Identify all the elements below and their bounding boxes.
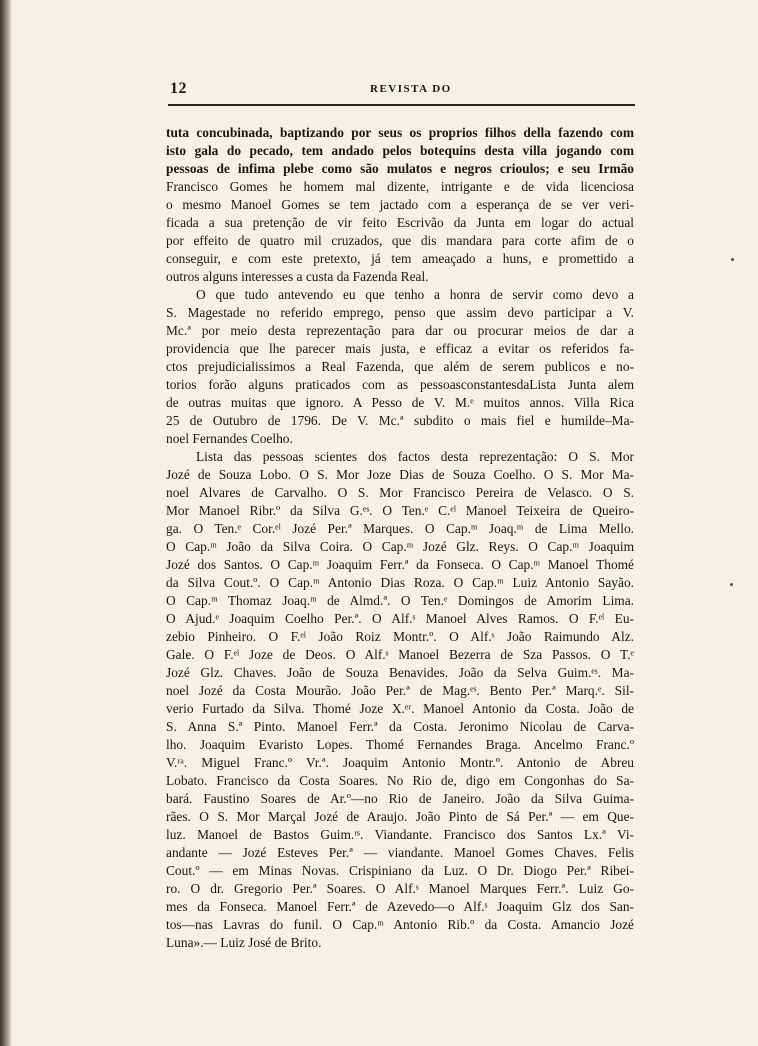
text-line: S. Magestade no referido emprego, penso que assim devo participar a V. [166,305,634,320]
text-line: Gale. O F.ᵉˡ Joze de Deos. O Alf.ˢ Manoel Bezerra de Sza Passos. O T.ᵉ [166,647,634,662]
text-line: providencia que lhe parecer mais justa, e efficaz a evitar os referidos fa- [166,341,634,356]
text-line: o mesmo Manoel Gomes se tem jactado com a esperança de se ver veri- [166,197,634,212]
text-line: 25 de Outubro de 1796. De V. Mc.ª subdito o mais fiel e humilde–Ma- [166,413,634,428]
text-line: de outras muitas que ignoro. A Pesso de V. M.ᵉ muitos annos. Villa Rica [166,395,634,410]
text-line: Mc.ª por meio desta reprezentação para dar ou procurar meios de dar a [166,323,634,338]
text-line: Lobato. Francisco da Costa Soares. No Rio de, digo em Congonhas do Sa- [166,773,634,788]
text-line: torios forão alguns praticados com as pessoasconstantesdaLista Junta alem [166,377,634,392]
text-line: ro. O dr. Gregorio Per.ª Soares. O Alf.ˢ Manoel Marques Ferr.ª. Luiz Go- [166,881,634,896]
text-line: pessoas de infima plebe como são mulatos e negros crioulos; e seu Irmão [166,161,634,176]
text-line: por effeito de quatro mil cruzados, que dis mandara para corte afim de o [166,233,634,248]
header-rule [168,104,635,106]
text-line: Jozé Glz. Chaves. João de Souza Benavides. João da Selva Guim.ᵉˢ. Ma- [166,665,634,680]
text-line: Jozé de Souza Lobo. O S. Mor Joze Dias de Souza Coelho. O S. Mor Ma- [166,467,634,482]
text-line: verio Furtado da Silva. Thomé Joze X.ᵉʳ. Manoel Antonio da Costa. João de [166,701,634,716]
text-line: noel Fernandes Coelho. [166,431,293,446]
text-line: tos—nas Lavras do funil. O Cap.ᵐ Antonio Rib.º da Costa. Amancio Jozé [166,917,634,932]
text-line: luz. Manoel de Bastos Guim.ʳˢ. Viandante. Francisco dos Santos Lx.ª Vi- [166,827,634,842]
text-line: bará. Faustino Soares de Ar.º—no Rio de Janeiro. João da Silva Guima- [166,791,634,806]
page-number: 12 [170,80,187,97]
text-line: conseguir, e com este pretexto, já tem ameaçado a huns, e promettido a [166,251,634,266]
text-line: mes da Fonseca. Manoel Ferr.ª de Azevedo—o Alf.ˢ Joaquim Glz dos San- [166,899,634,914]
text-line: lho. Joaquim Evaristo Lopes. Thomé Fernandes Braga. Ancelmo Franc.º [166,737,634,752]
text-line: da Silva Cout.º. O Cap.ᵐ Antonio Dias Roza. O Cap.ᵐ Luiz Antonio Sayão. [166,575,634,590]
journal-title: REVISTA DO [370,83,452,95]
page-spine-edge [0,0,12,1046]
text-line: V.ʳᵃ. Miguel Franc.º Vr.ª. Joaquim Antonio Montr.º. Antonio de Abreu [166,755,634,770]
text-line: andante — Jozé Esteves Per.ª — viandante. Manoel Gomes Chaves. Felis [166,845,634,860]
text-line: O Cap.ᵐ Thomaz Joaq.ᵐ de Almd.ª. O Ten.ᵉ Domingos de Amorim Lima. [166,593,634,608]
text-line: noel Alvares de Carvalho. O S. Mor Francisco Pereira de Velasco. O S. [166,485,634,500]
text-line: S. Anna S.ª Pinto. Manoel Ferr.ª da Costa. Jeronimo Nicolau de Carva- [166,719,634,734]
running-head [170,80,634,102]
text-line: rães. O S. Mor Marçal Jozé de Araujo. João Pinto de Sá Per.ª — em Que- [166,809,634,824]
text-line: Francisco Gomes he homem mal dizente, intrigante e de vida licenciosa [166,179,634,194]
body-text [166,124,634,952]
text-line: Mor Manoel Ribr.º da Silva G.ᵉˢ. O Ten.ᵉ C.ᵉˡ Manoel Teixeira de Queiro- [166,503,634,518]
text-line: O Cap.ᵐ João da Silva Coira. O Cap.ᵐ Jozé Glz. Reys. O Cap.ᵐ Joaquim [166,539,634,554]
text-line: outros alguns interesses a custa da Fazenda Real. [166,269,429,284]
text-line: Cout.º — em Minas Novas. Crispiniano da Luz. O Dr. Diogo Per.ª Ribei- [166,863,634,878]
text-line: isto gala do pecado, tem andado pelos botequins desta villa jogando com [166,143,634,158]
text-line: O Ajud.ᵉ Joaquim Coelho Per.ª. O Alf.ˢ Manoel Alves Ramos. O F.ᵉˡ Eu- [166,611,634,626]
text-line: O que tudo antevendo eu que tenho a honra de servir como devo a [196,287,634,302]
text-line: ficada a sua pretenção de vir feito Escrivão da Junta em logar do actual [166,215,634,230]
text-line: tuta concubinada, baptizando por seus os proprios filhos della fazendo com [166,125,634,140]
text-line: zebio Pinheiro. O F.ᵉˡ João Roiz Montr.º. O Alf.ˢ João Raimundo Alz. [166,629,634,644]
text-line: Jozé dos Santos. O Cap.ᵐ Joaquim Ferr.ª da Fonseca. O Cap.ᵐ Manoel Thomé [166,557,634,572]
paper-speck [730,583,733,586]
text-line: Lista das pessoas scientes dos factos desta reprezentação: O S. Mor [196,449,634,464]
paper-speck [731,258,734,261]
text-line: Luna».— Luiz José de Brito. [166,935,322,950]
text-line: noel Jozé da Costa Mourão. João Per.ª de Mag.ᵉˢ. Bento Per.ª Marq.ᵉ. Sil- [166,683,634,698]
text-line: ctos prejudicialissimos a Real Fazenda, que além de serem publicos e no- [166,359,634,374]
text-line: ga. O Ten.ᵉ Cor.ᵉˡ Jozé Per.ª Marques. O Cap.ᵐ Joaq.ᵐ de Lima Mello. [166,521,634,536]
